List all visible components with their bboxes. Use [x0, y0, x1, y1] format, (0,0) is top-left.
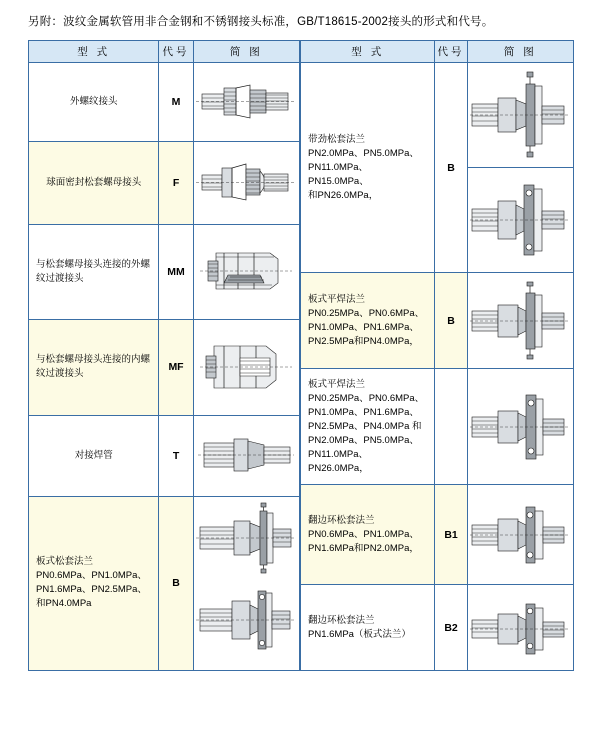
- row-type-line-3: PN1.6MPa、PN2.5MPa、: [36, 584, 147, 596]
- figure-external-thread-joint: [193, 63, 299, 142]
- row-type-line-1: 翻边环松套法兰: [308, 614, 375, 626]
- figure-plate-flat-weld-flange-a: [467, 273, 573, 369]
- figure-ribbed-lap-flange-b: [467, 168, 573, 273]
- figure-butt-weld-pipe: [193, 415, 299, 496]
- right-table-header-row: [301, 41, 574, 63]
- right-header-figure: 简 图: [467, 41, 573, 63]
- figure-flared-ring-lap-flange: [467, 485, 573, 585]
- row-type-line-2: PN0.6MPa、PN1.0MPa、: [308, 528, 419, 540]
- row-code: T: [159, 415, 193, 496]
- row-type-label: [29, 225, 159, 320]
- row-type-label: 球面密封松套螺母接头: [29, 142, 159, 225]
- row-code: B1: [435, 485, 467, 585]
- figure-internal-thread-adapter: [193, 320, 299, 415]
- row-type-label: [301, 63, 435, 273]
- left-table-header-row: [29, 41, 300, 63]
- row-type-line-4: PN2.5MPa、PN4.0MPa 和: [308, 420, 422, 432]
- row-type-line-4: PN2.5MPa和PN4.0MPa，: [308, 335, 419, 347]
- row-type-line-1: 板式松套法兰: [36, 556, 94, 568]
- right-header-code: 代号: [435, 41, 467, 63]
- figure-spherical-seal-union-nut: [193, 142, 299, 225]
- row-code: MF: [159, 320, 193, 415]
- row-type-label: [301, 369, 435, 485]
- row-code: F: [159, 142, 193, 225]
- table-row: [301, 273, 574, 369]
- right-header-type: 型 式: [301, 41, 435, 63]
- row-type-line-6: PN11.0MPa、PN26.0MPa，: [308, 448, 369, 474]
- row-type-label: [29, 496, 159, 670]
- table-row: [29, 142, 300, 225]
- table-row: [29, 415, 300, 496]
- row-type-line-5: PN2.0MPa、PN5.0MPa、: [308, 434, 419, 446]
- table-row: [301, 63, 574, 168]
- row-type-label: [301, 485, 435, 585]
- row-type-label: [301, 585, 435, 671]
- row-type-line-1: 板式平焊法兰: [308, 378, 366, 390]
- row-code: B: [435, 273, 467, 369]
- left-header-figure: 简 图: [193, 41, 299, 63]
- figure-plate-lap-joint-flange: [193, 496, 299, 670]
- row-type-line-3: PN1.0MPa、PN1.6MPa、: [308, 321, 419, 333]
- page-title: 另附：波纹金属软管用非合金钢和不锈钢接头标准，GB/T18615-2002接头的形式和代号。: [28, 16, 494, 28]
- row-type-line-3: PN11.0MPa、PN15.0MPa、: [308, 161, 369, 187]
- row-type-label: 对接焊管: [29, 415, 159, 496]
- row-type-label: [301, 273, 435, 369]
- table-row: [29, 320, 300, 415]
- table-row: [301, 585, 574, 671]
- figure-external-thread-adapter: [193, 225, 299, 320]
- figure-stack: [194, 501, 298, 665]
- table-row: [301, 485, 574, 585]
- row-type-line-4: 和PN4.0MPa: [36, 598, 92, 610]
- row-type-label: [29, 320, 159, 415]
- table-row: [29, 225, 300, 320]
- left-header-type: 型 式: [29, 41, 159, 63]
- row-code: B: [435, 63, 467, 273]
- table-row: [29, 496, 300, 670]
- row-type-line-2: PN1.6MPa（板式法兰）: [308, 628, 411, 640]
- row-type-line-1: 带劲松套法兰: [308, 133, 366, 145]
- row-type-line-4: 和PN26.0MPa，: [308, 189, 379, 201]
- row-type-line-1: 板式平焊法兰: [308, 293, 366, 305]
- row-type-line-2: PN0.6MPa、PN1.0MPa、: [36, 570, 147, 582]
- row-type-text: 与松套螺母接头连接的外螺纹过渡接头: [36, 259, 151, 285]
- figure-flared-ring-lap-flange-plate: [467, 585, 573, 671]
- tables-container: [28, 40, 574, 671]
- left-header-code: 代号: [159, 41, 193, 63]
- figure-plate-flat-weld-flange-b: [467, 369, 573, 485]
- row-type-label: 外螺纹接头: [29, 63, 159, 142]
- table-row: [301, 369, 574, 485]
- row-code: B: [159, 496, 193, 670]
- right-table: [300, 40, 574, 671]
- left-table: [28, 40, 300, 671]
- row-code: B2: [435, 585, 467, 671]
- row-type-line-2: PN0.25MPa、PN0.6MPa、: [308, 307, 425, 319]
- row-type-line-2: PN2.0MPa、PN5.0MPa、: [308, 147, 419, 159]
- row-code: M: [159, 63, 193, 142]
- row-type-line-3: PN1.6MPa和PN2.0MPa，: [308, 542, 419, 554]
- row-type-line-3: PN1.0MPa、PN1.6MPa、: [308, 406, 419, 418]
- row-type-text: 与松套螺母接头连接的内螺纹过渡接头: [36, 354, 151, 380]
- row-code: [435, 369, 467, 485]
- figure-ribbed-lap-flange-a: [467, 63, 573, 168]
- row-type-line-2: PN0.25MPa、PN0.6MPa、: [308, 392, 425, 404]
- row-type-line-1: 翻边环松套法兰: [308, 514, 375, 526]
- row-code: MM: [159, 225, 193, 320]
- table-row: [29, 63, 300, 142]
